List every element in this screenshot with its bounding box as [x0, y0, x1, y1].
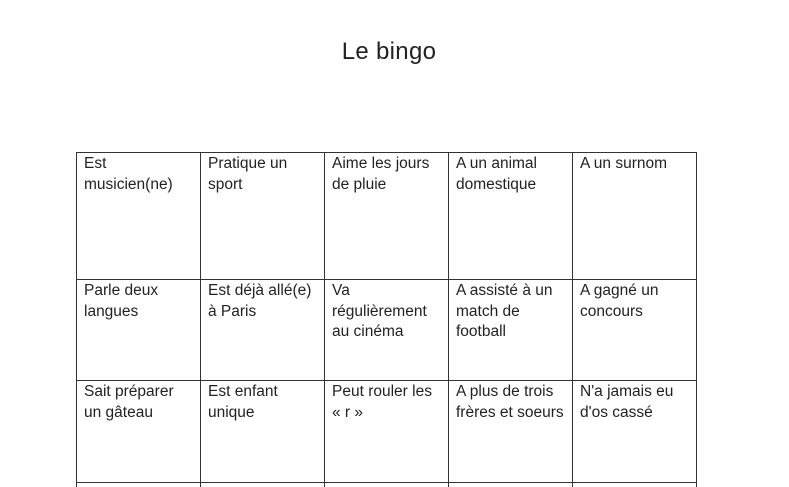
bingo-row [77, 280, 697, 381]
bingo-grid [76, 152, 697, 487]
bingo-cell: Parle deux langues [77, 280, 201, 381]
bingo-cell: A assisté à un match de football [449, 280, 573, 381]
bingo-cell: Pratique un sport [201, 153, 325, 280]
bingo-cell: A gagné un concours [573, 280, 697, 381]
bingo-cell [325, 483, 449, 487]
bingo-cell: Est déjà allé(e) à Paris [201, 280, 325, 381]
bingo-cell [201, 483, 325, 487]
bingo-cell [449, 483, 573, 487]
page-title: Le bingo [341, 38, 437, 65]
bingo-cell [77, 483, 201, 487]
bingo-cell: Est enfant unique [201, 381, 325, 483]
bingo-cell: Peut rouler les « r » [325, 381, 449, 483]
bingo-cell: Est musicien(ne) [77, 153, 201, 280]
bingo-cell: Sait préparer un gâteau [77, 381, 201, 483]
bingo-cell: N'a jamais eu d'os cassé [573, 381, 697, 483]
bingo-cell [573, 483, 697, 487]
bingo-cell: A plus de trois frères et soeurs [449, 381, 573, 483]
bingo-cell: Va régulièrement au cinéma [325, 280, 449, 381]
bingo-cell: A un surnom [573, 153, 697, 280]
bingo-cell: A un animal domestique [449, 153, 573, 280]
bingo-row [77, 153, 697, 280]
bingo-cell: Aime les jours de pluie [325, 153, 449, 280]
bingo-row [77, 381, 697, 483]
bingo-row [77, 483, 697, 487]
